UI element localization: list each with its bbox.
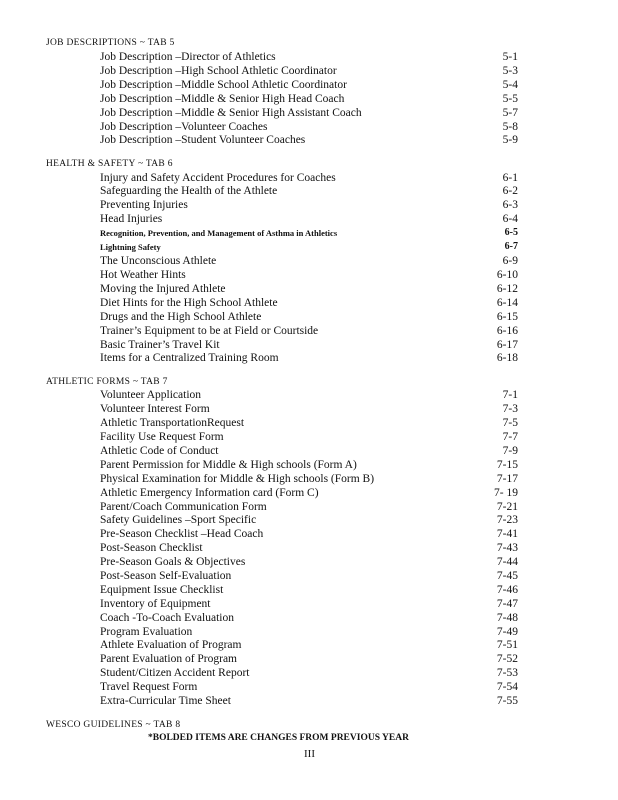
toc-entry-page: 6-14 — [496, 297, 518, 309]
toc-entry — [100, 78, 518, 92]
toc-entry-title: Extra-Curricular Time Sheet — [100, 695, 231, 707]
toc-entry-page: 7-54 — [496, 681, 518, 693]
toc-entry-title: Parent/Coach Communication Form — [100, 501, 267, 513]
toc-entry — [100, 444, 518, 458]
toc-entry — [100, 198, 518, 212]
toc-entry — [100, 430, 518, 444]
toc-entry-title: Travel Request Form — [100, 681, 198, 693]
toc-entry-page: 7-53 — [496, 667, 518, 679]
toc-entry — [100, 184, 518, 198]
toc-entry — [100, 527, 518, 541]
toc-entry — [100, 666, 518, 680]
toc-entry-title: Program Evaluation — [100, 626, 193, 638]
toc-entry-page: 7-21 — [496, 501, 518, 513]
toc-entry — [100, 338, 518, 352]
toc-entry — [100, 133, 518, 147]
toc-entry-page: 7-52 — [496, 653, 518, 665]
toc-entry — [100, 569, 518, 583]
toc-entry-title: Athletic TransportationRequest — [100, 417, 245, 429]
toc-entry-title: Parent Permission for Middle & High schools (Form A) — [100, 459, 357, 471]
toc-entry — [100, 625, 518, 639]
toc-entry-title: Volunteer Interest Form — [100, 403, 210, 415]
toc-entry-title: Equipment Issue Checklist — [100, 584, 224, 596]
toc-entry-title: Post-Season Self-Evaluation — [100, 570, 232, 582]
toc-entry-page: 6-10 — [496, 269, 518, 281]
toc-entry — [100, 541, 518, 555]
toc-entry — [100, 92, 518, 106]
toc-entry-title: Physical Examination for Middle & High schools (Form B) — [100, 473, 375, 485]
toc-entry — [100, 652, 518, 666]
toc-entry-title: Facility Use Request Form — [100, 431, 224, 443]
toc-entry-page: 7-47 — [496, 598, 518, 610]
toc-entry-title: Safeguarding the Health of the Athlete — [100, 185, 278, 197]
toc-entry-page: 6-5 — [504, 227, 518, 238]
toc-entry — [100, 388, 518, 402]
toc-entry-page: 7-7 — [502, 431, 518, 443]
toc-entry-page: 6-18 — [496, 352, 518, 364]
toc-entry-title: Athlete Evaluation of Program — [100, 639, 242, 651]
toc-entry-page: 6-17 — [496, 339, 518, 351]
toc-entry — [100, 240, 518, 254]
toc-entry-page: 7-1 — [502, 389, 518, 401]
toc-entry-title: Recognition, Prevention, and Management of Asthma in Athletics — [100, 228, 338, 238]
toc-entry — [100, 583, 518, 597]
toc-entry-page: 7-49 — [496, 626, 518, 638]
toc-entry-page: 7-44 — [496, 556, 518, 568]
toc-entry — [100, 212, 518, 226]
toc-entry — [100, 64, 518, 78]
toc-entry-page: 5-9 — [502, 134, 518, 146]
toc-entry-title: Diet Hints for the High School Athlete — [100, 297, 278, 309]
toc-entry-title: Job Description –Volunteer Coaches — [100, 121, 268, 133]
toc-entry-page: 7-51 — [496, 639, 518, 651]
toc-entry-page: 5-7 — [502, 107, 518, 119]
toc-entry-title: Drugs and the High School Athlete — [100, 311, 262, 323]
toc-entry-page: 5-8 — [502, 121, 518, 133]
toc-entry-page: 6-16 — [496, 325, 518, 337]
toc-entry-page: 5-3 — [502, 65, 518, 77]
toc-entry-page: 5-1 — [502, 51, 518, 63]
section-heading-athletic-forms: ATHLETIC FORMS ~ TAB 7 — [46, 377, 168, 387]
toc-entry-page: 7-45 — [496, 570, 518, 582]
toc-entry-title: Student/Citizen Accident Report — [100, 667, 250, 679]
toc-entry-title: Coach -To-Coach Evaluation — [100, 612, 234, 624]
toc-entry — [100, 254, 518, 268]
toc-entry-title: Trainer’s Equipment to be at Field or Courtside — [100, 325, 319, 337]
toc-entry-title: Parent Evaluation of Program — [100, 653, 238, 665]
toc-entry — [100, 694, 518, 708]
toc-entry-page: 7-23 — [496, 514, 518, 526]
toc-entry-title: Athletic Code of Conduct — [100, 445, 219, 457]
toc-entry-page: 7-15 — [496, 459, 518, 471]
toc-entry — [100, 268, 518, 282]
toc-entry-page: 6-15 — [496, 311, 518, 323]
toc-entry-page: 6-3 — [502, 199, 518, 211]
toc-entry — [100, 120, 518, 134]
bolded-items-footnote: *BOLDED ITEMS ARE CHANGES FROM PREVIOUS YEAR — [148, 733, 409, 743]
section-heading-job-descriptions: JOB DESCRIPTIONS ~ TAB 5 — [46, 38, 175, 48]
toc-entry — [100, 282, 518, 296]
toc-entry-title: Inventory of Equipment — [100, 598, 211, 610]
toc-entry-title: Head Injuries — [100, 213, 163, 225]
toc-entry — [100, 611, 518, 625]
page-number: III — [304, 748, 315, 760]
toc-entry — [100, 226, 518, 240]
toc-entry-page: 6-12 — [496, 283, 518, 295]
toc-entry — [100, 416, 518, 430]
toc-entry — [100, 324, 518, 338]
toc-entry — [100, 296, 518, 310]
toc-entry-title: Safety Guidelines –Sport Specific — [100, 514, 257, 526]
toc-entry — [100, 310, 518, 324]
toc-entry-title: Athletic Emergency Information card (Form C) — [100, 487, 319, 499]
toc-entry — [100, 513, 518, 527]
toc-entry — [100, 680, 518, 694]
toc-entry-page: 7-41 — [496, 528, 518, 540]
toc-entry-page: 6-4 — [502, 213, 518, 225]
toc-entry — [100, 171, 518, 185]
toc-entry — [100, 638, 518, 652]
toc-entry-title: Moving the Injured Athlete — [100, 283, 226, 295]
toc-entry-title: Basic Trainer’s Travel Kit — [100, 339, 220, 351]
toc-entry — [100, 500, 518, 514]
toc-entry-title: Injury and Safety Accident Procedures for Coaches — [100, 172, 336, 184]
toc-entry-title: Job Description –Director of Athletics — [100, 51, 276, 63]
toc-entry-title: The Unconscious Athlete — [100, 255, 217, 267]
toc-entry-title: Job Description –High School Athletic Coordinator — [100, 65, 337, 77]
section-heading-wesco-guidelines: WESCO GUIDELINES ~ TAB 8 — [46, 720, 181, 730]
toc-entry-page: 7-3 — [502, 403, 518, 415]
toc-entry-page: 6-2 — [502, 185, 518, 197]
toc-entry-page: 7- 19 — [494, 487, 518, 499]
toc-entry-page: 7-46 — [496, 584, 518, 596]
toc-entry-page: 6-7 — [504, 241, 518, 252]
toc-entry — [100, 486, 518, 500]
toc-entry-page: 7-43 — [496, 542, 518, 554]
toc-entry-title: Lightning Safety — [100, 242, 161, 252]
toc-entry — [100, 402, 518, 416]
toc-entry-title: Post-Season Checklist — [100, 542, 203, 554]
toc-entry-title: Volunteer Application — [100, 389, 202, 401]
toc-entry-page: 7-55 — [496, 695, 518, 707]
toc-entry-title: Preventing Injuries — [100, 199, 188, 211]
toc-entry-page: 6-1 — [502, 172, 518, 184]
toc-entry-title: Job Description –Middle & Senior High Head Coach — [100, 93, 345, 105]
toc-entry — [100, 351, 518, 365]
toc-entry-title: Pre-Season Checklist –Head Coach — [100, 528, 264, 540]
toc-entry-title: Job Description –Student Volunteer Coaches — [100, 134, 306, 146]
toc-entry — [100, 472, 518, 486]
toc-entry-page: 7-5 — [502, 417, 518, 429]
toc-entry — [100, 555, 518, 569]
toc-entry — [100, 106, 518, 120]
toc-entry-page: 5-5 — [502, 93, 518, 105]
toc-entry-page: 7-17 — [496, 473, 518, 485]
toc-entry-page: 7-48 — [496, 612, 518, 624]
toc-entry-title: Job Description –Middle & Senior High Assistant Coach — [100, 107, 362, 119]
section-heading-health-safety: HEALTH & SAFETY ~ TAB 6 — [46, 159, 173, 169]
toc-entry — [100, 597, 518, 611]
toc-entry-title: Hot Weather Hints — [100, 269, 186, 281]
toc-entry-title: Job Description –Middle School Athletic Coordinator — [100, 79, 347, 91]
toc-entry — [100, 50, 518, 64]
toc-entry-page: 6-9 — [502, 255, 518, 267]
toc-entry-title: Items for a Centralized Training Room — [100, 352, 279, 364]
toc-entry — [100, 458, 518, 472]
toc-entry-page: 5-4 — [502, 79, 518, 91]
toc-entry-title: Pre-Season Goals & Objectives — [100, 556, 246, 568]
toc-entry-page: 7-9 — [502, 445, 518, 457]
